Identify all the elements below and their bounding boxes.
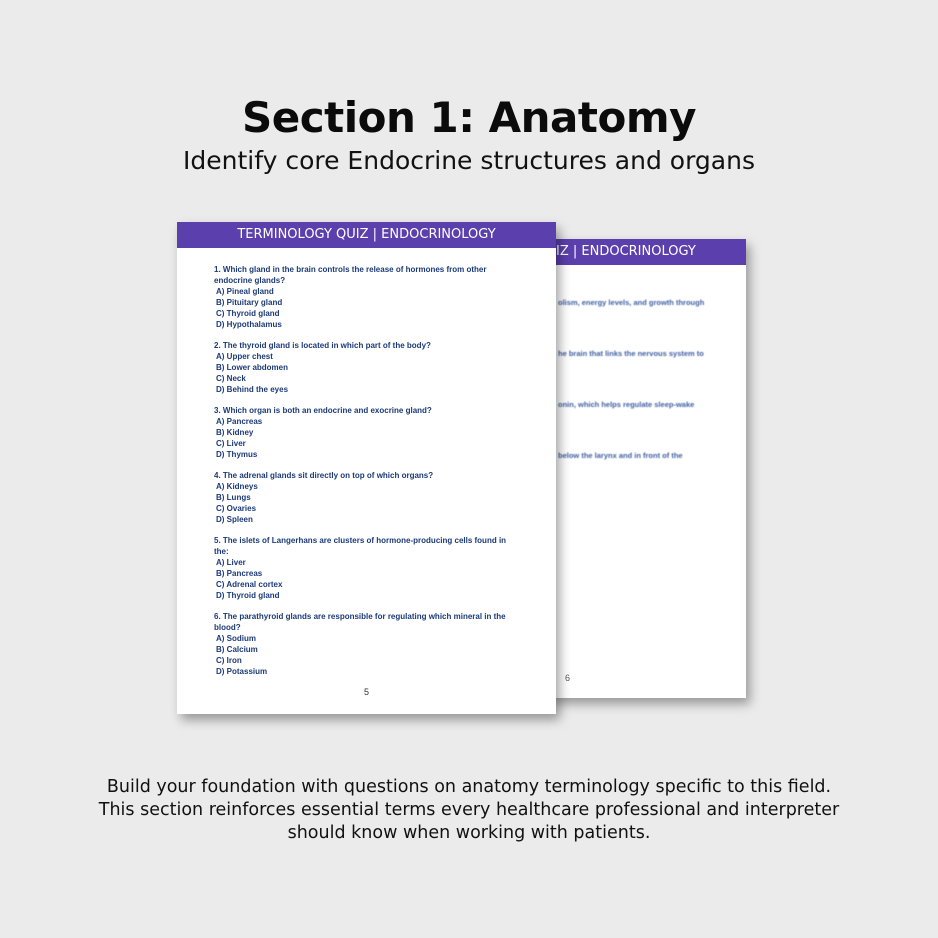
answer-option: D) Spleen: [216, 515, 253, 524]
question-item: [214, 264, 514, 330]
answer-option: A) Pancreas: [216, 417, 263, 426]
question-item: [214, 535, 514, 601]
answer-option: C) Iron: [216, 656, 242, 665]
back-page-number: 6: [565, 673, 571, 683]
question-text: 3. Which organ is both an endocrine and exocrine gland?: [214, 406, 432, 415]
answer-option: D) Potassium: [216, 667, 268, 676]
answer-option: C) Thyroid gland: [216, 309, 280, 318]
answer-option: B) Kidney: [216, 428, 254, 437]
question-item: [214, 340, 514, 395]
front-page-header: TERMINOLOGY QUIZ | ENDOCRINOLOGY: [177, 222, 556, 248]
answer-option: C) Liver: [216, 439, 246, 448]
back-page-text-fragment: below the larynx and in front of the: [558, 451, 683, 460]
back-page-header: IZ | ENDOCRINOLOGY: [548, 239, 746, 265]
question-item: [214, 611, 514, 677]
answer-option: B) Pancreas: [216, 569, 263, 578]
answer-option: C) Ovaries: [216, 504, 257, 513]
answer-option: B) Lungs: [216, 493, 251, 502]
question-item: [214, 470, 514, 525]
answer-option: A) Kidneys: [216, 482, 258, 491]
answer-option: A) Pineal gland: [216, 287, 274, 296]
back-page-text-fragment: he brain that links the nervous system to: [558, 349, 704, 358]
question-text: 6. The parathyroid glands are responsible for regulating which mineral in the blood?: [214, 612, 506, 632]
answer-option: D) Behind the eyes: [216, 385, 289, 394]
back-page-text-fragment: olism, energy levels, and growth through: [558, 298, 705, 307]
question-text: 1. Which gland in the brain controls the release of hormones from other endocrine glands?: [214, 265, 487, 285]
answer-option: B) Pituitary gland: [216, 298, 283, 307]
section-subtitle: Identify core Endocrine structures and organs: [183, 146, 755, 175]
section-description: Build your foundation with questions on anatomy terminology specific to this field. This section reinforces essential terms every healthcare professional and interpreter should know when working with patients.: [98, 777, 840, 843]
question-text: 4. The adrenal glands sit directly on top of which organs?: [214, 471, 434, 480]
question-item: [214, 405, 514, 460]
question-list: [214, 264, 514, 687]
front-page: [177, 222, 556, 714]
answer-option: D) Hypothalamus: [216, 320, 282, 329]
answer-option: D) Thyroid gland: [216, 591, 280, 600]
answer-option: D) Thymus: [216, 450, 258, 459]
answer-option: A) Upper chest: [216, 352, 273, 361]
section-title: Section 1: Anatomy: [242, 93, 696, 142]
answer-option: C) Adrenal cortex: [216, 580, 283, 589]
back-page: [548, 239, 746, 698]
answer-option: A) Liver: [216, 558, 246, 567]
answer-option: B) Calcium: [216, 645, 258, 654]
answer-option: A) Sodium: [216, 634, 256, 643]
question-text: 2. The thyroid gland is located in which part of the body?: [214, 341, 431, 350]
question-text: 5. The islets of Langerhans are clusters of hormone-producing cells found in the:: [214, 536, 507, 556]
answer-option: C) Neck: [216, 374, 246, 383]
answer-option: B) Lower abdomen: [216, 363, 289, 372]
front-page-number: 5: [363, 687, 369, 697]
back-page-text-fragment: onin, which helps regulate sleep-wake: [558, 400, 695, 409]
